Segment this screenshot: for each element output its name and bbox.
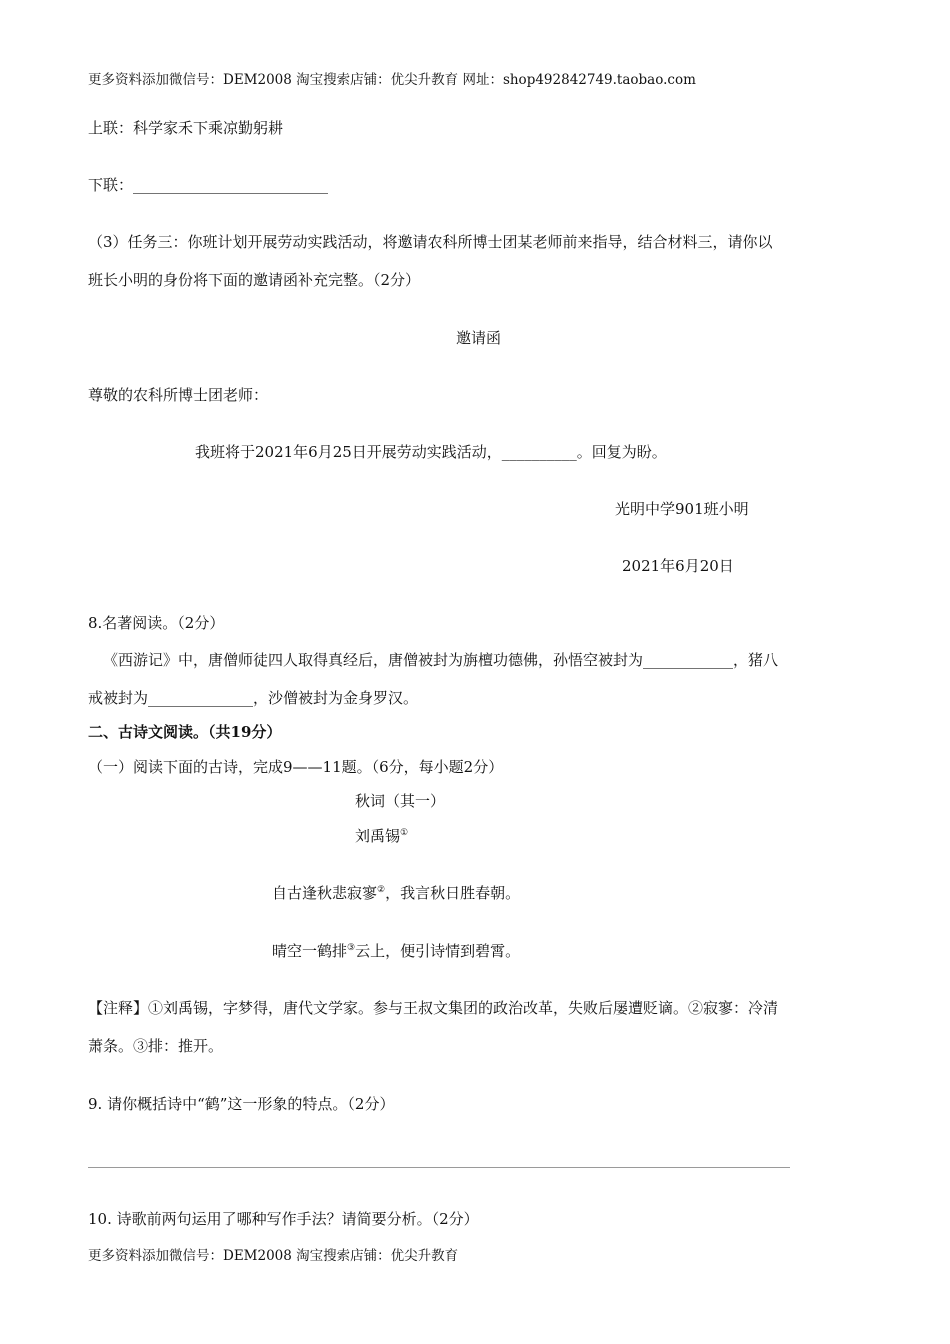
notes-line2: 萧条。③排：推开。 xyxy=(88,1037,224,1055)
poem-line-2 xyxy=(272,941,520,961)
footnote-marker: ② xyxy=(377,885,386,895)
footnote-marker: ① xyxy=(400,828,409,838)
q9: 9. 请你概括诗中“鹤”这一形象的特点。（2分） xyxy=(88,1095,395,1113)
q8-line2: 戒被封为______________，沙僧被封为金身罗汉。 xyxy=(88,689,419,707)
poem-line-1-part-b: ，我言秋日胜春朝。 xyxy=(385,884,521,902)
task3-line1: （3）任务三：你班计划开展劳动实践活动，将邀请农科所博士团某老师前来指导，结合材料三，请你以 xyxy=(88,233,773,251)
section2-title: 二、古诗文阅读。（共19分） xyxy=(88,723,282,741)
q8-title: 8.名著阅读。（2分） xyxy=(88,614,225,632)
section2-intro: （一）阅读下面的古诗，完成9——11题。（6分，每小题2分） xyxy=(88,758,504,776)
q10: 10. 诗歌前两句运用了哪种写作手法？请简要分析。（2分） xyxy=(88,1210,479,1228)
letter-salutation: 尊敬的农科所博士团老师： xyxy=(88,386,269,404)
poem-title: 秋词（其一） xyxy=(355,792,446,810)
footnote-marker: ③ xyxy=(347,943,356,953)
q8-line1: 《西游记》中，唐僧师徒四人取得真经后，唐僧被封为旃檀功德佛，孙悟空被封为____________，猪八 xyxy=(103,651,779,669)
notes-line1: 【注释】①刘禹锡，字梦得，唐代文学家。参与王叔文集团的政治改革，失败后屡遭贬谪。②寂寥：冷清 xyxy=(88,999,779,1017)
letter-date: 2021年6月20日 xyxy=(622,557,734,575)
couplet-upper: 上联：科学家禾下乘凉勤躬耕 xyxy=(88,119,284,137)
poem-line-1-part-a: 自古逢秋悲寂寥 xyxy=(272,884,378,902)
poem-line-1 xyxy=(272,883,520,903)
page-footer: 更多资料添加微信号：DEM2008 淘宝搜索店铺：优尖升教育 xyxy=(88,1248,459,1264)
answer-line xyxy=(88,1167,790,1168)
letter-body: 我班将于2021年6月25日开展劳动实践活动，__________。回复为盼。 xyxy=(195,443,667,461)
page-header: 更多资料添加微信号：DEM2008 淘宝搜索店铺：优尖升教育 网址：shop492842749.taobao.com xyxy=(88,72,696,88)
poem-author xyxy=(355,826,408,846)
couplet-lower: 下联：__________________________ xyxy=(88,176,329,194)
letter-title: 邀请函 xyxy=(456,329,502,347)
poem-line-2-part-b: 云上，便引诗情到碧霄。 xyxy=(355,942,521,960)
letter-signature: 光明中学901班小明 xyxy=(615,500,749,518)
poem-author-name: 刘禹锡 xyxy=(355,827,401,845)
task3-line2: 班长小明的身份将下面的邀请函补充完整。（2分） xyxy=(88,271,421,289)
poem-line-2-part-a: 晴空一鹤排 xyxy=(272,942,348,960)
